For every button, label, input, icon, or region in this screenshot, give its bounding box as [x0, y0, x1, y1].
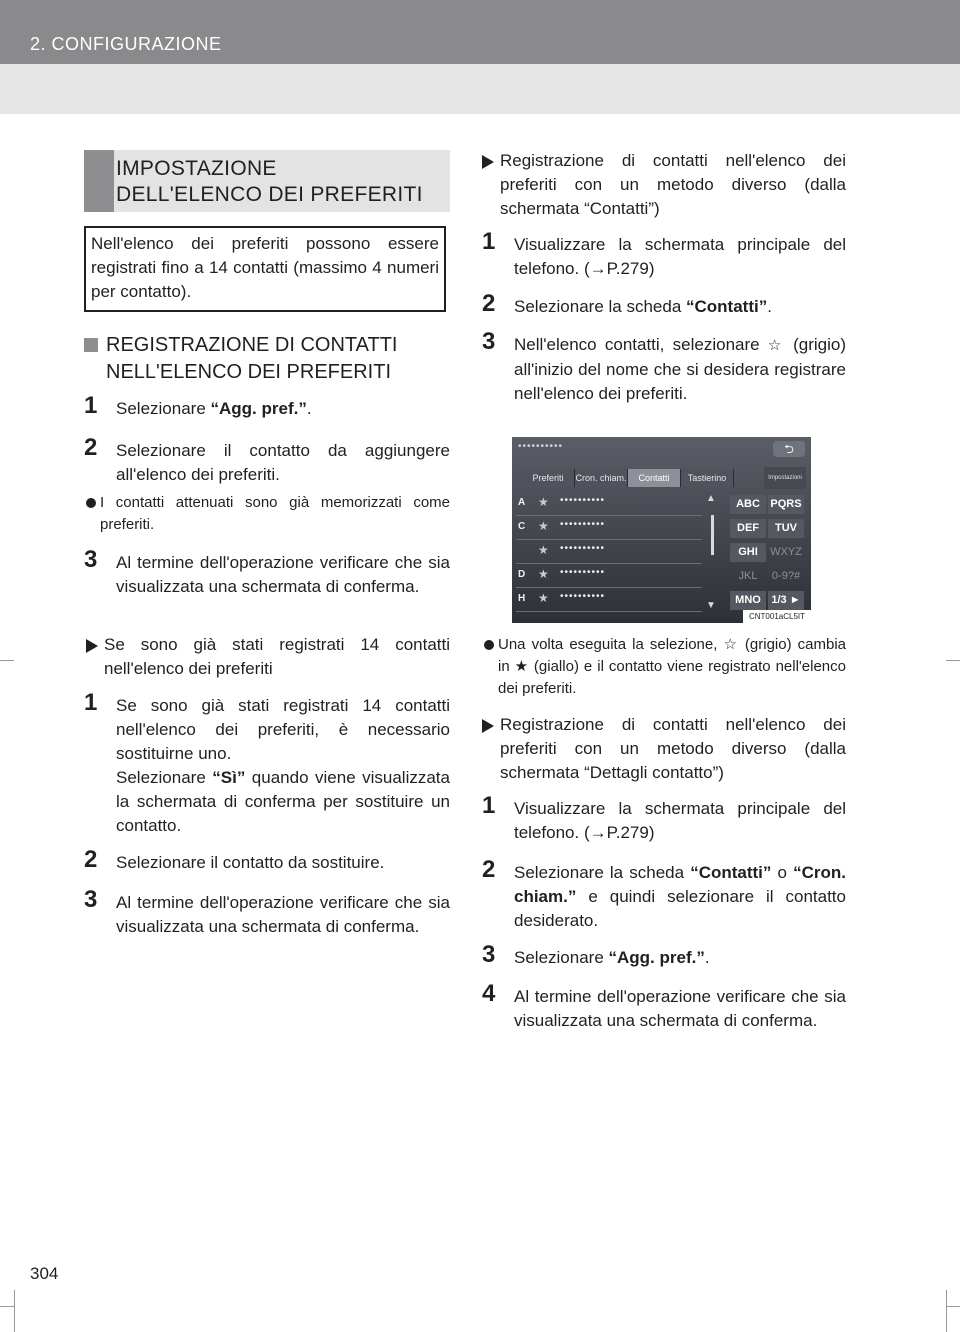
contacts-step-3: [482, 328, 846, 429]
step-text-a: Nell'elenco contatti, selezionare: [514, 335, 760, 354]
contact-name: ••••••••••: [560, 543, 606, 554]
details-step-4: [482, 980, 846, 1057]
image-caption: CNT001aCL5IT: [743, 610, 811, 623]
step-number: 4: [482, 980, 496, 1007]
details-step-1: [482, 792, 846, 847]
details-step-2: [482, 856, 846, 933]
back-button: ⮌: [773, 441, 805, 457]
section-title-line-2: DELL'ELENCO DEI PREFERITI: [116, 183, 423, 206]
contact-row: [516, 541, 702, 564]
star-icon: ★: [538, 495, 549, 509]
contact-name: ••••••••••: [560, 519, 606, 530]
replace-step-2: [84, 846, 450, 877]
step-text-b: (grigio) all'inizio del nome che si desidera registrare nell'elenco dei preferiti.: [514, 335, 846, 403]
key-digits: 0-9?#: [771, 570, 801, 582]
note-bullet: [86, 492, 450, 536]
step-number: 3: [84, 546, 98, 573]
contacts-screen-image: [512, 437, 811, 623]
settings-button: Impostazioni: [764, 467, 806, 489]
triangle-arrow-icon: [86, 639, 98, 653]
crop-mark: [0, 660, 14, 661]
step-text: Al termine dell'operazione verificare che sia visualizzata una schermata di conferma.: [116, 893, 450, 936]
key-pqrs: PQRS: [768, 495, 804, 514]
scroll-up-icon: ▲: [706, 493, 716, 504]
key-wxyz: WXYZ: [770, 546, 802, 558]
step-number: 1: [482, 792, 496, 819]
step-text: Visualizzare la schermata principale del telefono. (→P.279): [514, 799, 846, 842]
star-icon: ★: [538, 591, 549, 605]
contacts-step-1: [482, 228, 846, 283]
star-outline-icon: ☆: [767, 337, 785, 354]
page-number: 304: [30, 1264, 59, 1283]
step-text: Visualizzare la schermata principale del telefono. (→P.279): [514, 235, 846, 278]
contact-row: [516, 517, 702, 540]
row-letter: D: [518, 569, 526, 580]
step-text-mid: o: [771, 863, 794, 882]
step-3: [84, 546, 450, 623]
tab-tastierino: Tastierino: [681, 469, 734, 487]
step-text-suffix: quando viene visualizzata la schermata di conferma per sostituire un contatto.: [116, 768, 450, 835]
step-text-prefix: Selezionare: [116, 399, 211, 418]
key-jkl: JKL: [738, 570, 758, 582]
step-text: Al termine dell'operazione verificare che sia visualizzata una schermata di conferma.: [514, 987, 846, 1030]
section-heading: [84, 150, 450, 212]
square-bullet-icon: [84, 338, 98, 352]
note-text-a: Una volta eseguita la selezione,: [498, 636, 718, 653]
step-number: 2: [84, 434, 98, 461]
scroll-down-icon: ▼: [706, 600, 716, 611]
step-2: [84, 434, 450, 489]
key-def: DEF: [730, 519, 766, 538]
step-number: 1: [482, 228, 496, 255]
arrow-heading-text: Registrazione di contatti nell'elenco dei preferiti con un metodo diverso (dalla schermata “Contatti”): [500, 151, 846, 218]
arrow-heading-contacts: [482, 149, 846, 221]
crop-mark: [14, 1290, 15, 1332]
section-heading-bar: [84, 150, 114, 212]
crop-mark: [946, 1290, 947, 1332]
note-text-c: (giallo) e il contatto viene registrato nell'elenco dei preferiti.: [498, 658, 846, 697]
contact-row: [516, 493, 702, 516]
step-number: 3: [482, 941, 496, 968]
arrow-heading-text: Registrazione di contatti nell'elenco dei preferiti con un metodo diverso (dalla schermata “Dettagli contatto”): [500, 715, 846, 782]
arrow-heading-text: Se sono già stati registrati 14 contatti nell'elenco dei preferiti: [104, 635, 450, 678]
step-text-prefix: Selezionare la scheda: [514, 863, 691, 882]
step-text-suffix: .: [704, 948, 710, 967]
details-step-3: [482, 941, 846, 972]
star-filled-icon: ★: [514, 658, 529, 675]
triangle-arrow-icon: [482, 155, 494, 169]
key-mno: MNO: [730, 591, 766, 610]
step-text-suffix: .: [306, 399, 312, 418]
tab-cron-chiam: Cron. chiam.: [575, 469, 628, 487]
step-1: [84, 392, 450, 423]
step-text-bold: “Contatti”: [686, 297, 768, 316]
screen-tabs: [522, 469, 734, 487]
step-text-bold: “Sì”: [212, 768, 246, 787]
note-text: [498, 634, 846, 700]
section-title-line-1: IMPOSTAZIONE: [116, 157, 277, 180]
key-abc: ABC: [730, 495, 766, 514]
contact-name: ••••••••••: [560, 567, 606, 578]
step-text: Al termine dell'operazione verificare che sia visualizzata una schermata di conferma.: [116, 553, 450, 596]
step-text: [116, 694, 450, 838]
arrow-heading-details: [482, 713, 846, 785]
contacts-step-2: [482, 290, 846, 321]
step-number: 1: [84, 392, 98, 419]
step-text: [514, 946, 846, 970]
step-number: 3: [84, 886, 98, 913]
crop-mark: [946, 660, 960, 661]
step-text: [116, 397, 450, 421]
contact-name: ••••••••••: [560, 591, 606, 602]
step-text-suffix: .: [767, 297, 772, 316]
triangle-arrow-icon: [482, 719, 494, 733]
step-number: 2: [84, 846, 98, 873]
row-letter: C: [518, 521, 526, 532]
step-text-bold: “Agg. pref.”: [210, 399, 307, 418]
step-text-prefix: Selezionare la scheda: [514, 297, 687, 316]
row-letter: A: [518, 497, 526, 508]
replace-step-1: [84, 689, 450, 842]
note-text-b: (grigio) cambia in: [498, 636, 847, 675]
section-heading-title: [116, 156, 423, 208]
tab-preferiti: Preferiti: [522, 469, 575, 487]
step-text: Selezionare il contatto da aggiungere all'elenco dei preferiti.: [116, 441, 450, 484]
replace-step-3: [84, 886, 450, 963]
step-number: 1: [84, 689, 98, 716]
sub-heading-text: REGISTRAZIONE DI CONTATTI NELL'ELENCO DEI PREFERITI: [106, 334, 398, 383]
step-text-prefix: Selezionare: [116, 768, 213, 787]
contact-name: ••••••••••: [560, 495, 606, 506]
contact-row: [516, 589, 702, 612]
page-indicator: 1/3 ►: [768, 591, 804, 610]
star-icon: ★: [538, 567, 549, 581]
step-text: Selezionare il contatto da sostituire.: [116, 853, 385, 872]
step-text: [514, 333, 846, 406]
row-letter: H: [518, 593, 526, 604]
star-icon: ★: [538, 519, 549, 533]
intro-box: Nell'elenco dei preferiti possono essere registrati fino a 14 contatti (massimo 4 numeri per contatto).: [84, 226, 446, 312]
step-text: [514, 295, 846, 319]
tab-contatti: Contatti: [628, 469, 681, 487]
step-number: 2: [482, 290, 496, 317]
arrow-heading: [86, 633, 450, 681]
note-bullet-star: [484, 634, 846, 706]
step-text-suffix: e quindi selezionare il contatto desiderato.: [514, 887, 846, 930]
step-text: [514, 861, 846, 933]
bullet-dot-icon: [484, 640, 494, 650]
step-text-a: Se sono già stati registrati 14 contatti nell'elenco dei preferiti, è necessario sostituirne uno.: [116, 696, 450, 763]
scrollbar: [706, 493, 720, 611]
header-section-title: 2. CONFIGURAZIONE: [30, 34, 222, 54]
step-text-bold-2: “Cron. chiam.”: [514, 863, 846, 906]
step-number: 3: [482, 328, 496, 355]
crop-mark: [946, 1306, 960, 1307]
crop-mark: [0, 1306, 14, 1307]
key-ghi: GHI: [730, 543, 766, 562]
step-text-prefix: Selezionare: [514, 948, 609, 967]
step-text-bold: “Agg. pref.”: [608, 948, 705, 967]
key-tuv: TUV: [768, 519, 804, 538]
header-bar: [0, 0, 960, 64]
step-text-bold-1: “Contatti”: [690, 863, 772, 882]
header-band: [0, 64, 960, 114]
scroll-thumb: [711, 515, 714, 555]
bullet-dot-icon: [86, 498, 96, 508]
contact-row: [516, 565, 702, 588]
star-outline-icon: ☆: [723, 636, 739, 653]
note-text: I contatti attenuati sono già memorizzati come preferiti.: [100, 494, 450, 533]
status-bar: ••••••••••: [518, 441, 564, 452]
step-number: 2: [482, 856, 496, 883]
star-icon: ★: [538, 543, 549, 557]
